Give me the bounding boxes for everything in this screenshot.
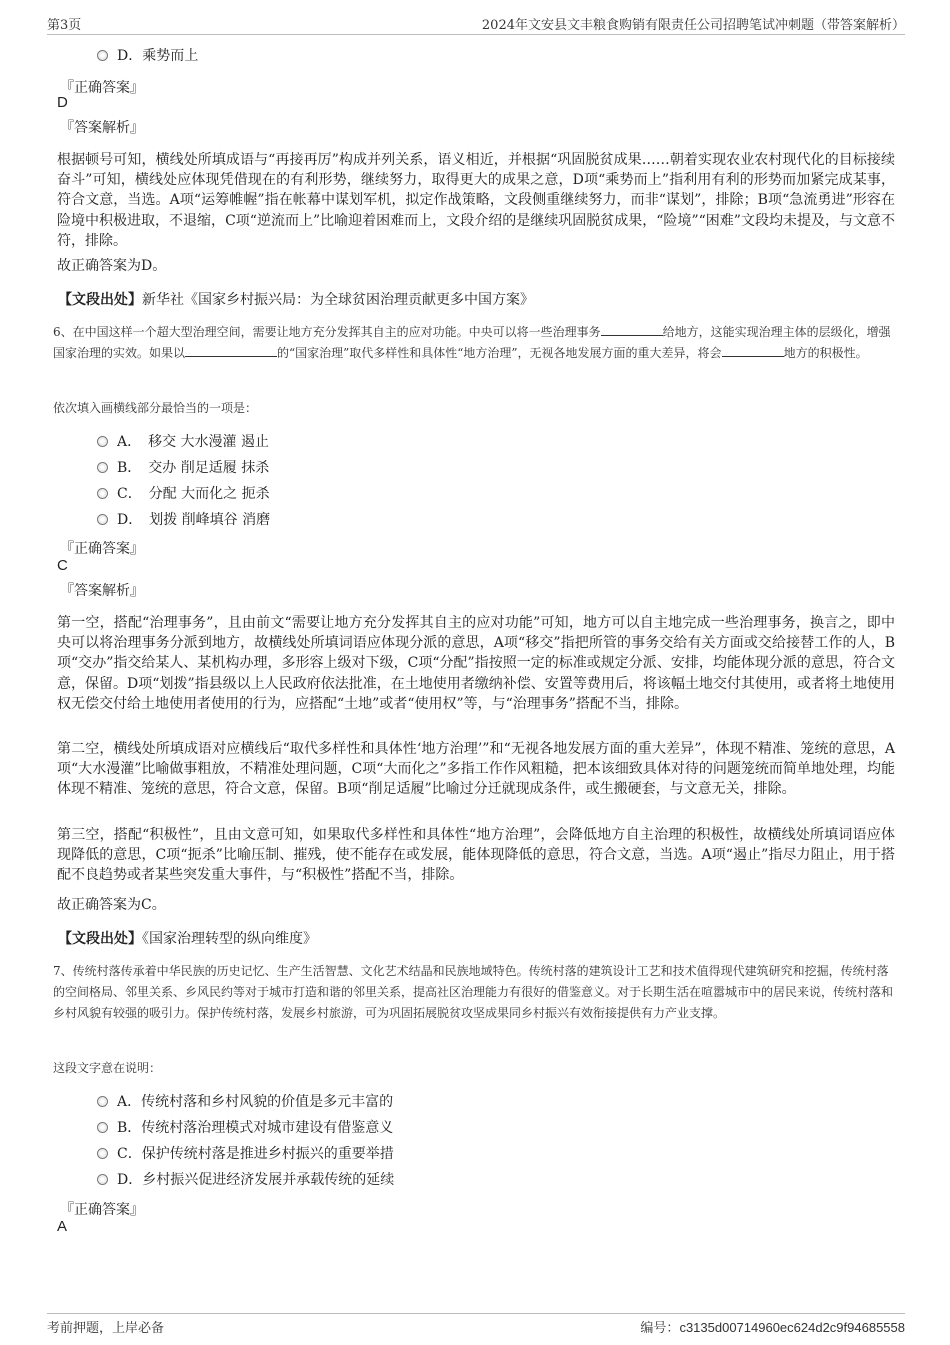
q6-option-d[interactable] — [97, 510, 270, 530]
q7-prompt: 这段文字意在说明： — [53, 1061, 162, 1075]
stem-part: 给地方，这能实现治理主体的层级化，增强国家治理的实效。如果以 — [53, 325, 891, 360]
stem-part: 的“国家治理”取代多样性和具体性“地方治理”，无视各地发展方面的重大差异，将会 — [277, 346, 722, 360]
answer-label: 『正确答案』 — [60, 541, 144, 557]
analysis-label: 『答案解析』 — [60, 120, 144, 136]
source-text: 《国家治理转型的纵向维度》 — [142, 931, 317, 947]
radio-icon[interactable] — [97, 462, 108, 473]
q6-option-c[interactable] — [97, 484, 270, 504]
analysis-paragraph: 第三空，搭配“积极性”，且由文意可知，如果取代多样性和具体性“地方治理”，会降低地方自主治理的积极性，故横线处所填词语应体现降低的意思，C项“扼杀”比喻压制、摧残，使不能存在或发展，能体现降低的意思，符合文意，当选。A项“遏止”指尽力阻止，用于搭配不良趋势或者某些突发重大事件，与“积极性”搭配不当，排除。 — [57, 827, 895, 884]
document-code — [640, 1317, 905, 1336]
source-label: 【文段出处】 — [58, 292, 142, 308]
blank-3 — [722, 343, 784, 357]
radio-icon[interactable] — [97, 514, 108, 525]
correct-answer: C — [57, 557, 68, 574]
source-citation — [58, 928, 317, 948]
q5-option-d[interactable] — [97, 46, 198, 66]
answer-label: 『正确答案』 — [60, 1202, 144, 1218]
stem-part: 6、在中国这样一个超大型治理空间，需要让地方充分发挥其自主的应对功能。中央可以将一些治理事务 — [53, 325, 601, 339]
option-text: D．乡村振兴促进经济发展并承载传统的延续 — [117, 1172, 395, 1188]
analysis-paragraph: 第一空，搭配“治理事务”，且由前文“需要让地方充分发挥其自主的应对功能”可知，地方可以自主地完成一些治理事务，换言之，即中央可以将治理事务分派到地方，故横线处所填词语应体现分派的意思，A项“移交”指把所管的事务交给有关方面或交给接替工作的人，B项“交办”指交给某人、某机构办理，多形容上级对下级，C项“分配”指按照一定的标准或规定分派、安排，均能体现分派的意思，符合文意，保留。D项“划拨”指县级以上人民政府依法批准，在土地使用者缴纳补偿、安置等费用后，将该幅土地交付其使用，或者将土地使用权无偿交付给土地使用者使用的行为，应搭配“土地”或者“使用权”等，与“治理事务”搭配不当，排除。 — [57, 615, 895, 712]
q7-option-b[interactable] — [97, 1118, 393, 1138]
page-number: 第3页 — [47, 18, 82, 33]
radio-icon[interactable] — [97, 50, 108, 61]
correct-answer: A — [57, 1218, 68, 1235]
radio-icon[interactable] — [97, 1174, 108, 1185]
blank-1 — [601, 322, 663, 336]
option-text: D．乘势而上 — [117, 48, 199, 64]
code-label: 编号： — [640, 1321, 680, 1336]
option-text: A．传统村落和乡村风貌的价值是多元丰富的 — [117, 1094, 394, 1110]
answer-label: 『正确答案』 — [60, 80, 144, 96]
analysis-label: 『答案解析』 — [60, 583, 144, 599]
conclusion: 故正确答案为D。 — [57, 258, 167, 274]
document-title: 2024年文安县文丰粮食购销有限责任公司招聘笔试冲刺题（带答案解析） — [481, 18, 905, 33]
option-text: D． 划拨 削峰填谷 消磨 — [117, 512, 271, 528]
conclusion: 故正确答案为C。 — [57, 897, 166, 913]
q6-prompt: 依次填入画横线部分最恰当的一项是： — [53, 401, 258, 415]
q7-stem: 7、传统村落传承着中华民族的历史记忆、生产生活智慧、文化艺术结晶和民族地域特色。传统村落的建筑设计工艺和技术值得现代建筑研究和挖掘，传统村落的空间格局、邻里关系、乡风民约等对于城市打造和谐的邻里关系，提高社区治理能力有很好的借鉴意义。对于长期生活在喧嚣城市中的居民来说，传统村落和乡村风貌有较强的吸引力。保护传统村落，发展乡村旅游，可为巩固拓展脱贫攻坚成果同乡村振兴有效衔接提供有力产业支撑。 — [53, 964, 894, 1020]
radio-icon[interactable] — [97, 436, 108, 447]
footer-slogan: 考前押题，上岸必备 — [47, 1321, 165, 1336]
option-text: C．保护传统村落是推进乡村振兴的重要举措 — [117, 1146, 394, 1162]
radio-icon[interactable] — [97, 1122, 108, 1133]
code-value: c3135d00714960ec624d2c9f94685558 — [679, 1320, 905, 1335]
source-text: 新华社《国家乡村振兴局：为全球贫困治理贡献更多中国方案》 — [142, 292, 534, 308]
analysis-paragraph: 根据顿号可知，横线处所填成语与“再接再厉”构成并列关系，语义相近，并根据“巩固脱贫成果……朝着实现农业农村现代化的目标接续奋斗”可知，横线处应体现凭借现在的有利形势，继续努力，取得更大的成果之意，D项“乘势而上”指利用有利的形势而加紧完成某事，符合文意，当选。A项“运筹帷幄”指在帐幕中谋划军机，拟定作战策略，文段侧重继续努力，而非“谋划”，排除；B项“急流勇进”形容在险境中积极进取，不退缩，C项“逆流而上”比喻迎着困难而上，文段介绍的是继续巩固脱贫成果，“险境”“困难”文段均未提及，与文意不符，排除。 — [57, 152, 895, 249]
source-citation — [58, 289, 534, 309]
stem-part: 地方的积极性。 — [783, 346, 868, 360]
source-label: 【文段出处】 — [58, 931, 142, 947]
radio-icon[interactable] — [97, 1096, 108, 1107]
q7-option-c[interactable] — [97, 1144, 394, 1164]
option-text: C． 分配 大而化之 扼杀 — [117, 486, 270, 502]
option-text: B．传统村落治理模式对城市建设有借鉴意义 — [117, 1120, 394, 1136]
correct-answer: D — [57, 94, 68, 111]
blank-2 — [185, 343, 277, 357]
option-text: B． 交办 削足适履 抹杀 — [117, 460, 270, 476]
q6-option-b[interactable] — [97, 458, 269, 478]
option-text: A． 移交 大水漫灌 遏止 — [117, 434, 270, 450]
page-header — [47, 12, 905, 35]
radio-icon[interactable] — [97, 488, 108, 499]
q7-option-d[interactable] — [97, 1170, 394, 1190]
radio-icon[interactable] — [97, 1148, 108, 1159]
q6-option-a[interactable] — [97, 432, 269, 452]
q7-option-a[interactable] — [97, 1092, 393, 1112]
page-footer — [47, 1313, 905, 1336]
q6-stem — [53, 322, 895, 364]
analysis-paragraph: 第二空，横线处所填成语对应横线后“取代多样性和具体性‘地方治理’”和“无视各地发展方面的重大差异”，体现不精准、笼统的意思，A项“大水漫灌”比喻做事粗放，不精准处理问题，C项“大而化之”多指工作作风粗糙，把本该细致具体对待的问题笼统而简单地处理，均能体现不精准、笼统的意思，符合文意，保留。B项“削足适履”比喻过分迁就现成条件，或生搬硬套，与文意无关，排除。 — [57, 741, 895, 798]
